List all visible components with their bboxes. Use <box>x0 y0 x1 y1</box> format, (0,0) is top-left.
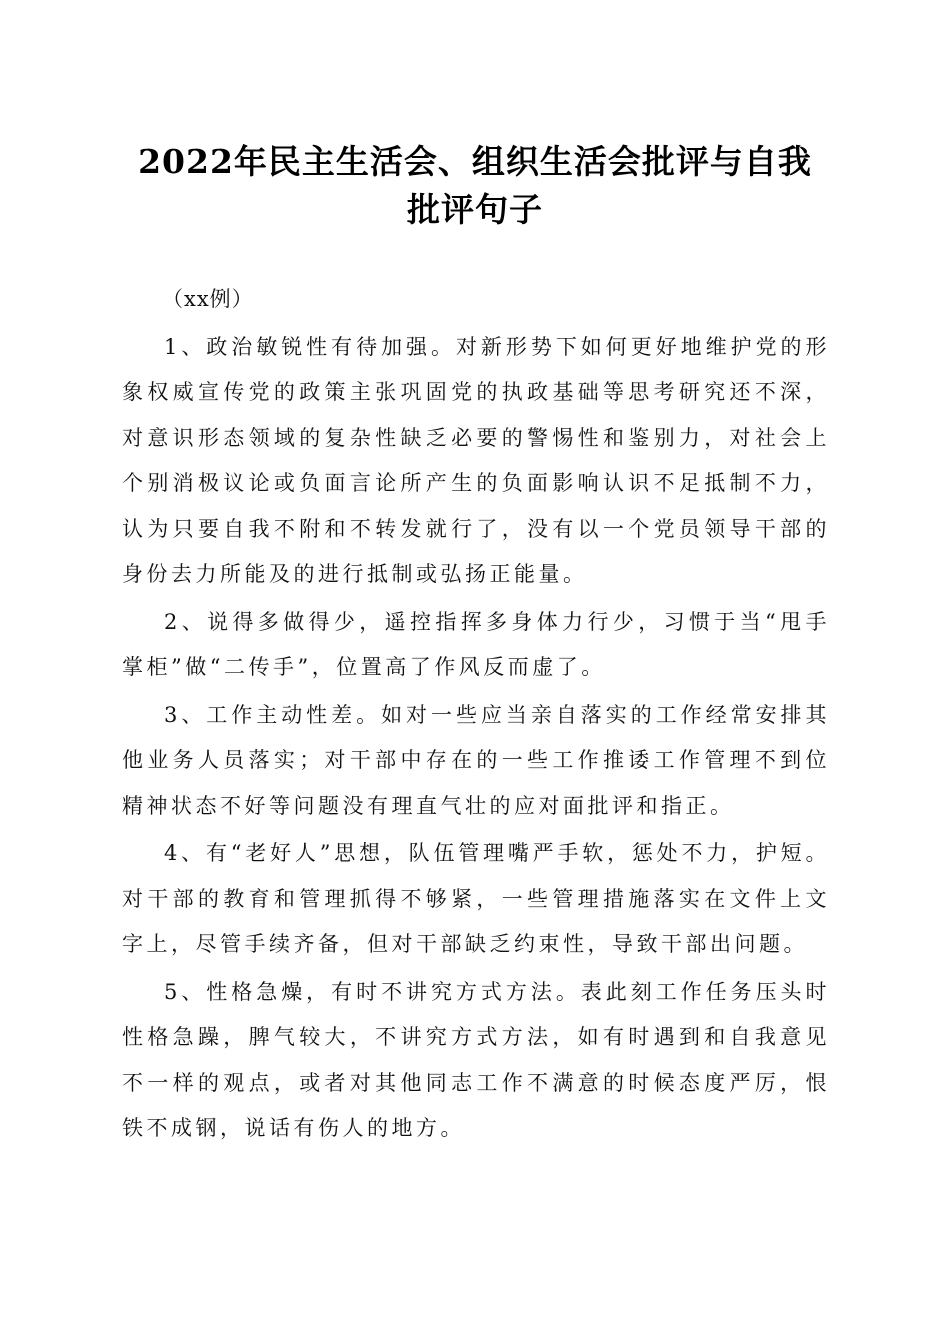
document-title <box>120 138 830 234</box>
paragraph-2: 2、说得多做得少，遥控指挥多身体力行少，习惯于当“甩手掌柜”做“二传手”，位置高了作风反而虚了。 <box>122 609 830 679</box>
paragraph-3: 3、工作主动性差。如对一些应当亲自落实的工作经常安排其他业务人员落实；对干部中存在的一些工作推诿工作管理不到位精神状态不好等问题没有理直气壮的应对面批评和指正。 <box>122 702 830 818</box>
title-line-1: 2022年民主生活会、组织生活会批评与自我 <box>138 142 812 181</box>
document-body <box>122 277 830 1154</box>
count-note: （xx例） <box>162 287 254 311</box>
paragraph-4: 4、有“老好人”思想，队伍管理嘴严手软，惩处不力，护短。对干部的教育和管理抓得不够紧，一些管理措施落实在文件上文字上，尽管手续齐备，但对干部缺乏约束性，导致干部出问题。 <box>122 841 830 956</box>
paragraph-1: 1、政治敏锐性有待加强。对新形势下如何更好地维护党的形象权威宣传党的政策主张巩固党的执政基础等思考研究还不深，对意识形态领域的复杂性缺乏必要的警惕性和鉴别力，对社会上个别消极议论或负面言论所产生的负面影响认识不足抵制不力，认为只要自我不附和不转发就行了，没有以一个党员领导干部的身份去力所能及的进行抵制或弘扬正能量。 <box>122 334 830 586</box>
paragraph-5: 5、性格急燥，有时不讲究方式方法。表此刻工作任务压头时性格急躁，脾气较大，不讲究方式方法，如有时遇到和自我意见不一样的观点，或者对其他同志工作不满意的时候态度严厉，恨铁不成钢，说话有伤人的地方。 <box>122 979 830 1140</box>
title-line-2: 批评句子 <box>407 190 543 229</box>
